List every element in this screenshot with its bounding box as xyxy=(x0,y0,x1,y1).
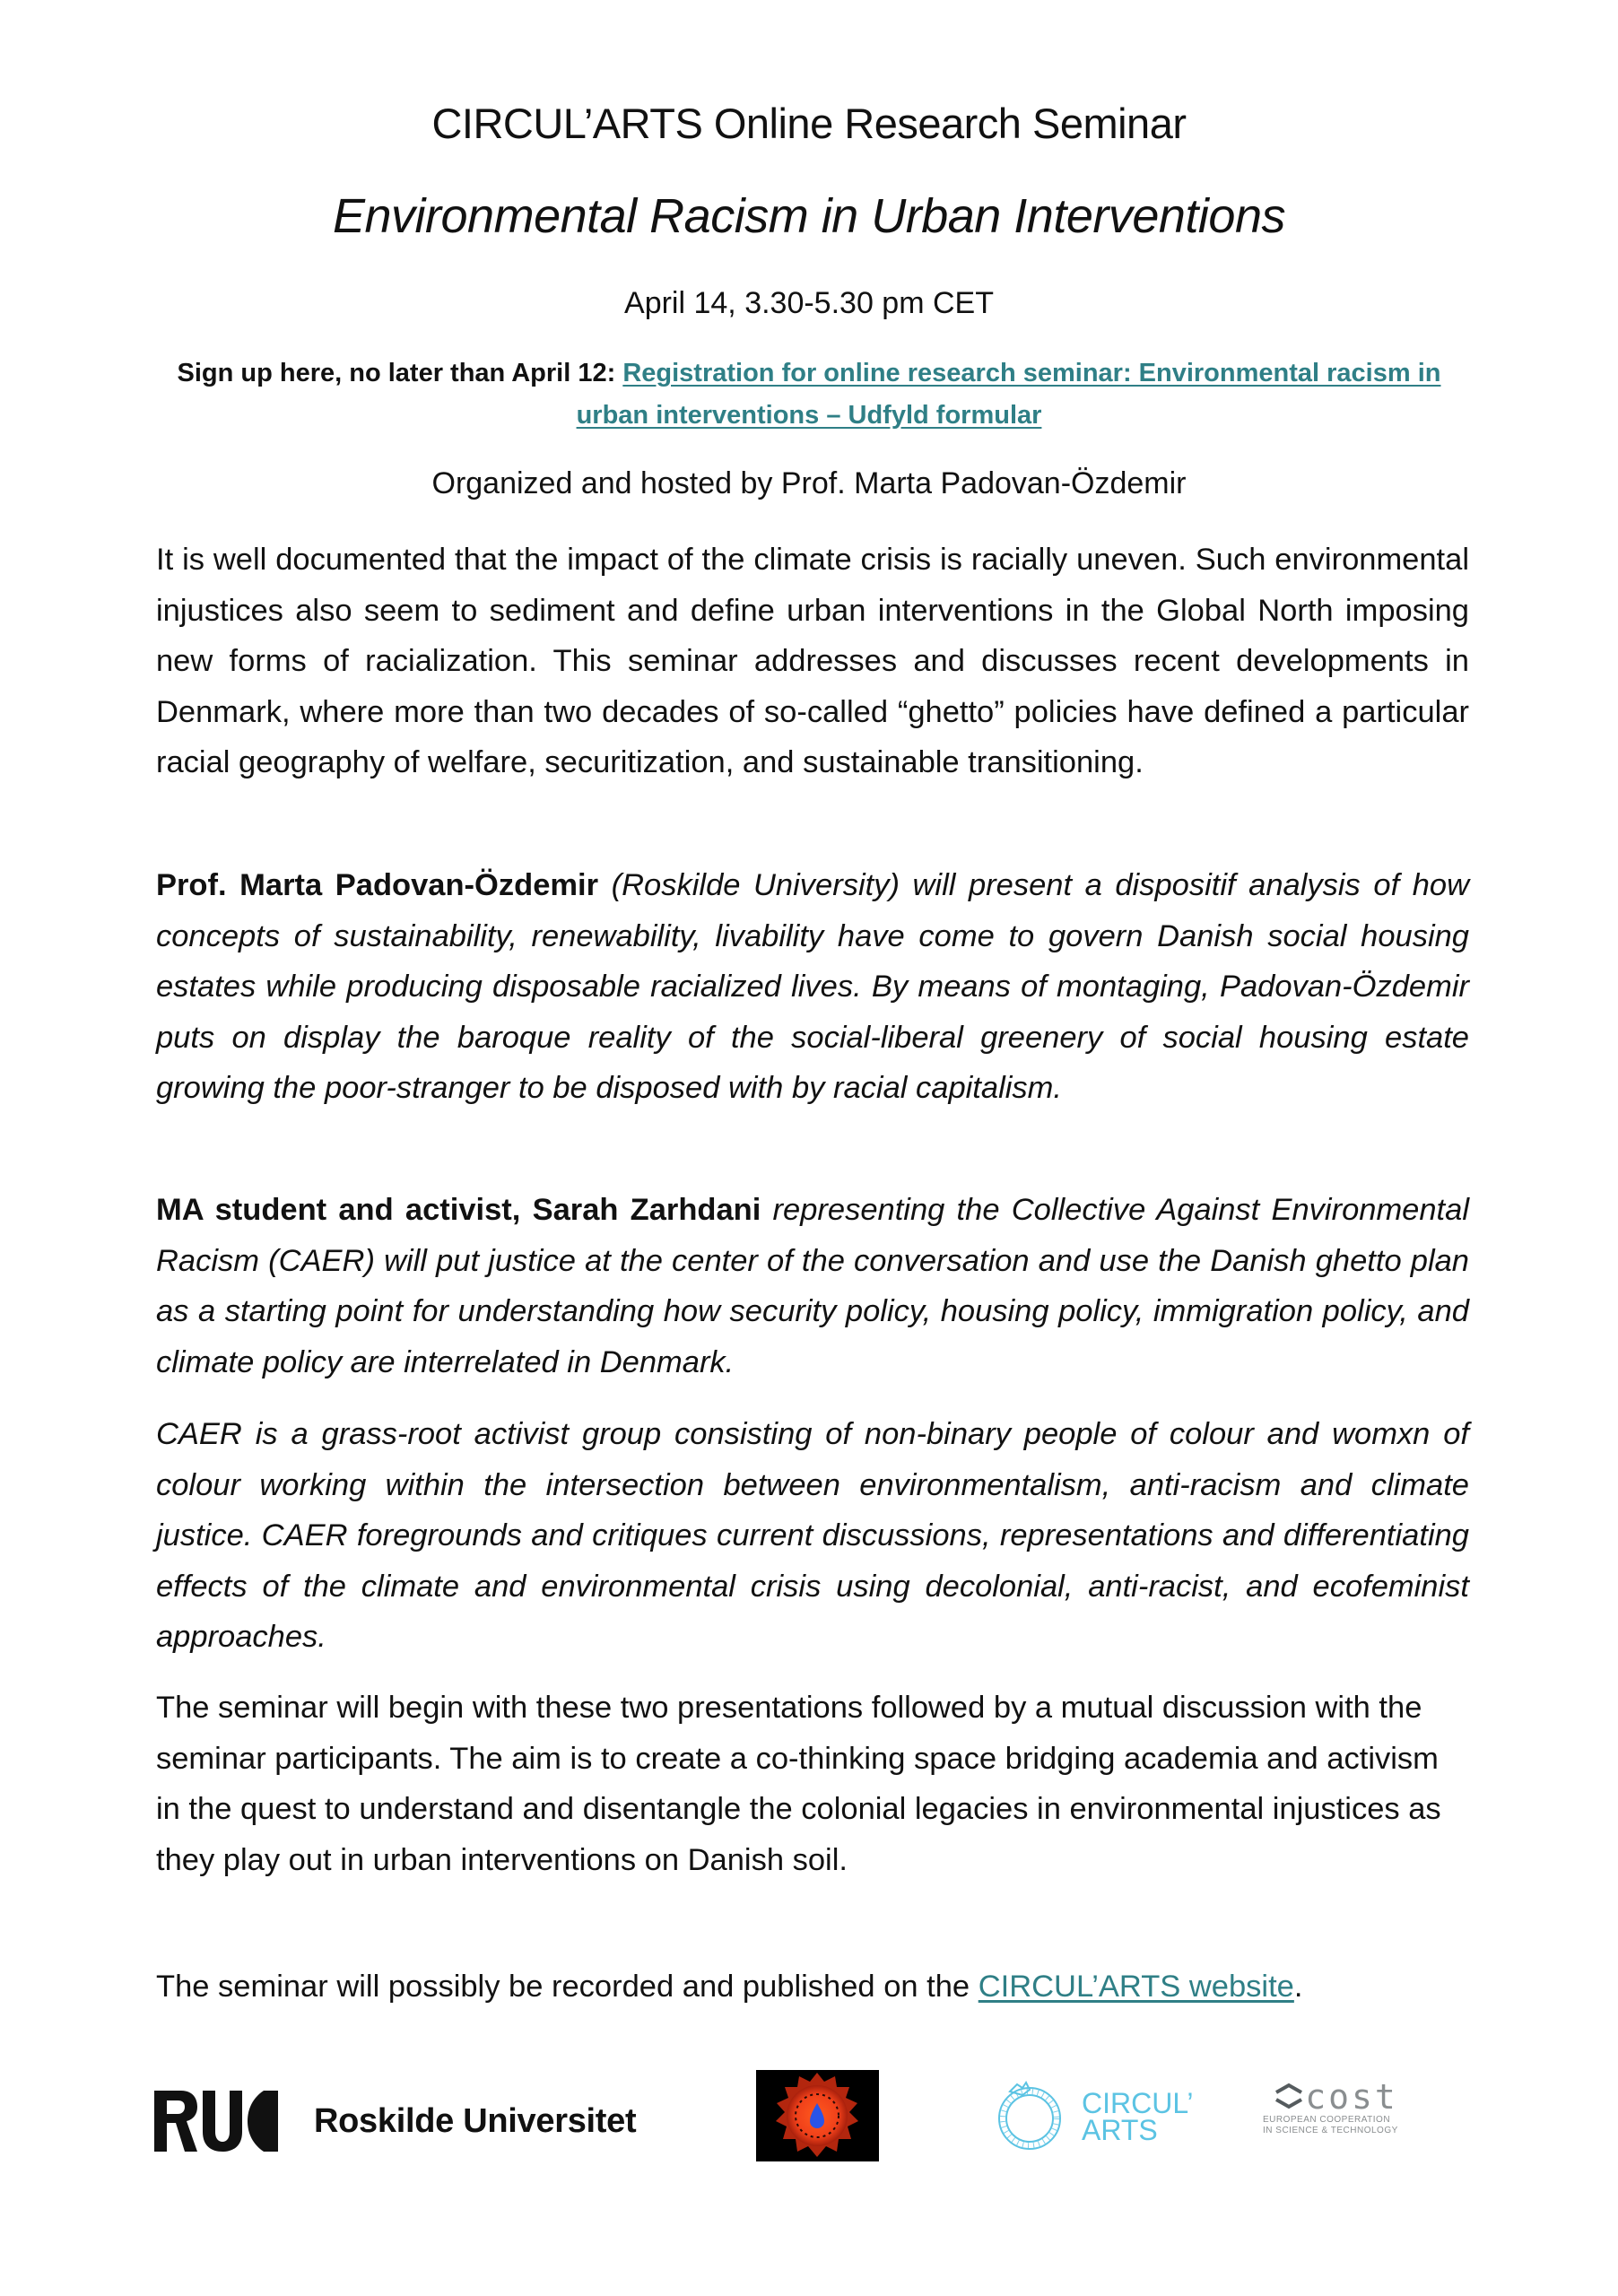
ouroboros-icon xyxy=(990,2077,1069,2156)
cost-subtitle-line1: EUROPEAN COOPERATION xyxy=(1263,2115,1391,2125)
circularts-website-link[interactable]: CIRCUL’ARTS website xyxy=(978,1970,1294,2004)
caer-sun-icon xyxy=(756,2070,879,2161)
ruc-logo xyxy=(154,2090,636,2152)
ruc-mark-icon xyxy=(154,2091,278,2152)
speaker2-paragraph xyxy=(156,1185,1469,1387)
recording-text: The seminar will possibly be recorded and published on the xyxy=(156,1970,979,2004)
cost-top xyxy=(1273,2079,1398,2115)
organizer-line: Organized and hosted by Prof. Marta Padovan-Özdemir xyxy=(431,466,1187,500)
speaker2-name: MA student and activist, Sarah Zarhdani xyxy=(156,1193,761,1227)
recording-suffix: . xyxy=(1293,1970,1303,2004)
speaker1-name: Prof. Marta Padovan-Özdemir xyxy=(156,868,599,902)
partner-logos xyxy=(0,2054,1618,2188)
caer-paragraph: CAER is a grass-root activist group consisting of non-binary people of colour and womxn of colour working within the intersection between environmentalism, anti-racism and climate justice. CAER foregrounds and critiques current discussions, representations and differentiating effects of the climate and environmental crisis using decolonial, anti-racist, and ecofeminist approaches. xyxy=(156,1417,1469,1654)
circularts-logo xyxy=(990,2077,1193,2156)
speaker1-paragraph xyxy=(156,860,1469,1114)
cost-wordmark: cost xyxy=(1305,2077,1398,2117)
registration-link[interactable]: Registration for online research seminar: Environmental racism in urban interventions – Udfyld formular xyxy=(576,359,1441,430)
intro-paragraph: It is well documented that the impact of the climate crisis is racially uneven. Such environmental injustices also seem to sediment and define urban interventions in the Global North imposing new forms of racialization. This seminar addresses and discusses recent developments in Denmark, where more than two decades of so-called “ghetto” policies have defined a particular racial geography of welfare, securitization, and sustainable transitioning. xyxy=(156,543,1469,779)
cost-logo xyxy=(1263,2079,1398,2136)
page-title: CIRCUL’ARTS Online Research Seminar xyxy=(431,100,1187,147)
cost-hexagon-icon xyxy=(1273,2082,1305,2112)
speaker1-description: (Roskilde University) will present a dispositif analysis of how concepts of sustainability, renewability, livability have come to govern Danish social housing estates while producing disposable racialized lives. By means of montaging, Padovan-Özdemir puts on display the baroque reality of the social-liberal greenery of social housing estate growing the poor-stranger to be disposed with by racial capitalism. xyxy=(156,868,1470,1105)
circularts-line2: ARTS xyxy=(1082,2114,1158,2146)
speaker2-description: representing the Collective Against Environmental Racism (CAER) will put justice at the center of the conversation and use the Danish ghetto plan as a starting point for understanding how security policy, housing policy, immigration policy, and climate policy are interrelated in Denmark. xyxy=(156,1193,1469,1379)
ruc-name: Roskilde Universitet xyxy=(314,2101,637,2140)
circularts-line1: CIRCUL’ xyxy=(1082,2087,1194,2119)
recording-paragraph xyxy=(156,1961,1469,2013)
cost-subtitle xyxy=(1263,2115,1398,2136)
circularts-wordmark xyxy=(1082,2087,1194,2146)
signup-notice xyxy=(170,352,1448,437)
cost-subtitle-line2: IN SCIENCE & TECHNOLOGY xyxy=(1263,2126,1398,2135)
seminar-title: Environmental Racism in Urban Interventions xyxy=(333,189,1285,243)
signup-label: Sign up here, no later than April 12: xyxy=(177,359,623,387)
caer-logo xyxy=(756,2070,879,2161)
format-paragraph: The seminar will begin with these two presentations followed by a mutual discussion with the seminar participants. The aim is to create a co-thinking space bridging academia and activism in the quest to understand and disentangle the colonial legacies in environmental injustices as they play out in urban interventions on Danish soil. xyxy=(156,1691,1441,1877)
seminar-date: April 14, 3.30-5.30 pm CET xyxy=(624,286,994,320)
